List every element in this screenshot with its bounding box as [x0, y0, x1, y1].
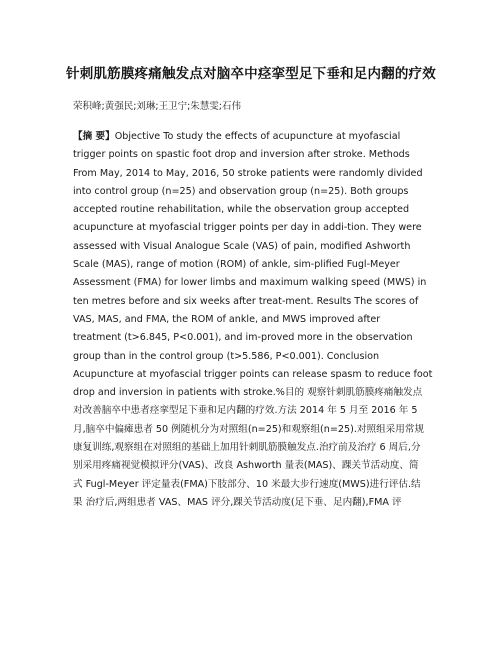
- abstract-line: From May, 2014 to May, 2016, 50 stroke patients were randomly divided: [73, 167, 423, 179]
- abstract-line-text: Objective To study the effects of acupuncture at myofascial: [114, 131, 401, 142]
- abstract-line: [73, 128, 435, 146]
- abstract-line: group than in the control group (t>5.586, P<0.001). Conclusion: [73, 350, 380, 362]
- abstract-line: VAS, MAS, and FMA, the ROM of ankle, and MWS improved after: [73, 313, 381, 325]
- abstract-line: 别采用疼痛视觉模拟评分(VAS)、改良 Ashworth 量表(MAS)、踝关节活动度、简: [73, 460, 419, 472]
- abstract-line: 对改善脑卒中患者痉挛型足下垂和足内翻的疗效.方法 2014 年 5 月至 2016 年 5: [73, 405, 418, 417]
- author-list: 荣积峰;黄强民;刘琳;王卫宁;朱慧雯;石伟: [73, 101, 242, 112]
- abstract-line: 月,脑卒中偏瘫患者 50 例随机分为对照组(n=25)和观察组(n=25).对照组采用常规: [73, 423, 425, 435]
- abstract-line: 式 Fugl-Meyer 评定量表(FMA)下肢部分、10 米最大步行速度(MWS)进行评估.结: [73, 478, 421, 490]
- abstract-line: 果 治疗后,两组患者 VAS、MAS 评分,踝关节活动度(足下垂、足内翻),FMA 评: [73, 496, 402, 508]
- abstract-line: treatment (t>6.845, P<0.001), and im-proved more in the observation: [73, 332, 413, 344]
- abstract-line: Assessment (FMA) for lower limbs and maximum walking speed (MWS) in: [73, 277, 427, 289]
- abstract-line: Scale (MAS), range of motion (ROM) of ankle, sim-plified Fugl-Meyer: [73, 259, 400, 271]
- abstract-line: trigger points on spastic foot drop and inversion after stroke. Methods: [73, 149, 410, 161]
- abstract: [73, 128, 435, 512]
- abstract-line: drop and inversion in patients with stroke.%目的 观察针刺肌筋膜疼痛触发点: [73, 387, 423, 399]
- abstract-line: ten metres before and six weeks after treat-ment. Results The scores of: [73, 295, 419, 307]
- paper-title: 针刺肌筋膜疼痛触发点对脑卒中痉挛型足下垂和足内翻的疗效: [66, 66, 436, 82]
- abstract-line: into control group (n=25) and observation group (n=25). Both groups: [73, 185, 409, 197]
- abstract-line: 康复训练,观察组在对照组的基础上加用针刺肌筋膜触发点.治疗前及治疗 6 周后,分: [73, 442, 421, 454]
- abstract-label: 【摘 要】: [73, 131, 115, 142]
- abstract-line: Acupuncture at myofascial trigger points can release spasm to reduce foot: [73, 368, 433, 380]
- abstract-line: assessed with Visual Analogue Scale (VAS) of pain, modified Ashworth: [73, 240, 411, 252]
- abstract-line: accepted routine rehabilitation, while the observation group accepted: [73, 204, 410, 216]
- abstract-line: acupuncture at myofascial trigger points per day in addi-tion. They were: [73, 222, 422, 234]
